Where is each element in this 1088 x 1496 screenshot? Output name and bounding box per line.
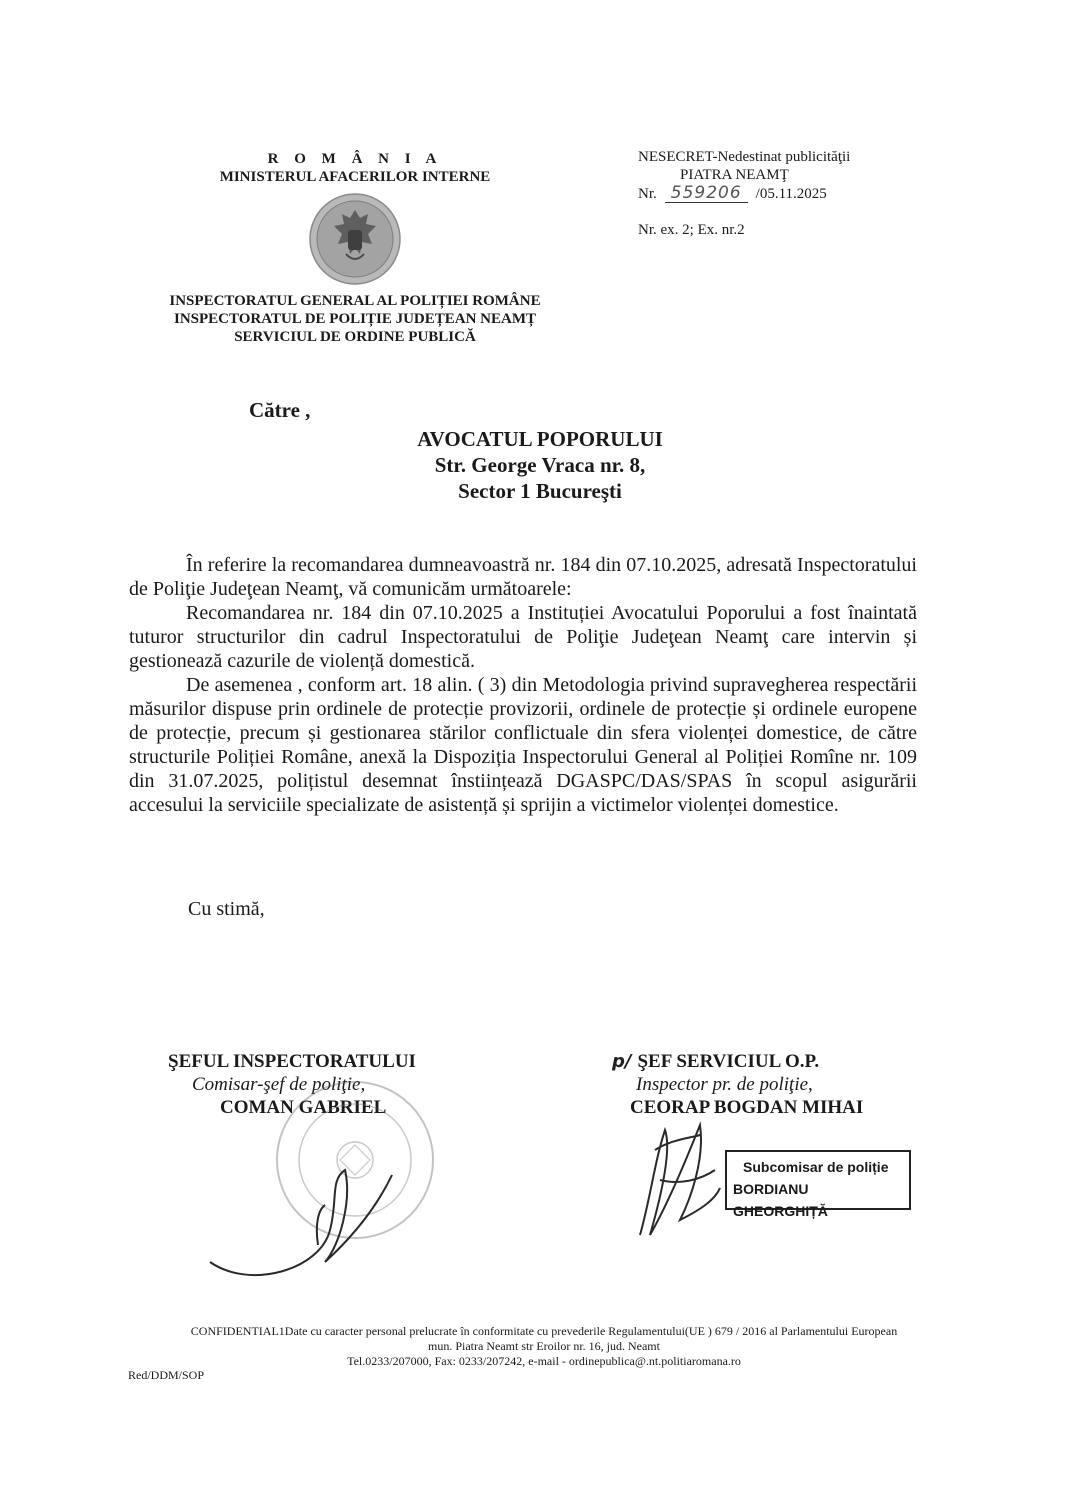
body-paragraph-1: În referire la recomandarea dumneavoastră nr. 184 din 07.10.2025, adresată Inspectoratului de Poliţie Judeţean Neamţ, vă comunicăm următoarele: xyxy=(129,554,917,600)
signer-left-name: COMAN GABRIEL xyxy=(220,1097,387,1118)
registration-date: /05.11.2025 xyxy=(755,186,827,202)
registration-city: PIATRA NEAMŢ xyxy=(680,167,789,183)
per-procura-mark: p/ xyxy=(612,1051,632,1072)
name-stamp-name: BORDIANU GHEORGHIȚĂ xyxy=(733,1181,828,1219)
recipient-district: Sector 1 Bucureşti xyxy=(458,479,622,503)
body-paragraph-3: De asemenea , conform art. 18 alin. ( 3) din Metodologia privind supravegherea respectării măsurilor dispuse prin ordinele de protecție provizorii, ordinele de protecție și ordinele europene de protecție, precum și gestionarea stărilor conflictuale din sfera violenței domestice, de către structurile Poliției Române, anexă la Dispoziția Inspectorului General al Poliției Romîne nr. 109 din 31.07.2025, polițistul desemnat înstiințează DGASPC/DAS/SPAS în scopul asigurării accesului la serviciile specializate de asistență și sprijin a victimelor violenței domestice. xyxy=(129,674,917,816)
body-paragraph-2: Recomandarea nr. 184 din 07.10.2025 a Instituției Avocatului Poporului a fost înaintată tuturor structurilor din cadrul Inspectoratului de Poliţie Judeţean Neamţ care intervin și gestionează cazurile de violență domestică. xyxy=(129,602,917,672)
footer-address: mun. Piatra Neamt str Eroilor nr. 16, jud. Neamt xyxy=(428,1339,660,1353)
signer-right-title: ŞEF SERVICIUL O.P. xyxy=(637,1051,820,1072)
signature-left-icon xyxy=(210,1170,392,1275)
signer-left-rank: Comisar-şef de poliţie, xyxy=(192,1074,366,1095)
footer-confidentiality: CONFIDENTIAL1Date cu caracter personal prelucrate în conformitate cu prevederile Regulamentului(UE ) 679 / 2016 al Parlamentului European xyxy=(190,1324,898,1338)
country-name: R O M Â N I A xyxy=(267,151,443,167)
recipient-street: Str. George Vraca nr. 8, xyxy=(434,453,646,477)
copies-info: Nr. ex. 2; Ex. nr.2 xyxy=(638,222,745,238)
recipient-to-label: Către , xyxy=(249,398,311,422)
registration-number-handwritten: 559206 xyxy=(665,184,748,203)
institution-line-2: INSPECTORATUL DE POLIȚIE JUDEȚEAN NEAMȚ xyxy=(173,311,536,327)
closing-salutation: Cu stimă, xyxy=(188,898,265,920)
footer-reference: Red/DDM/SOP xyxy=(128,1368,205,1382)
recipient-name: AVOCATUL POPORULUI xyxy=(417,427,663,451)
name-stamp-rank: Subcomisar de poliție xyxy=(743,1159,889,1175)
official-seal-icon xyxy=(277,1082,433,1238)
signer-left-title: ŞEFUL INSPECTORATULUI xyxy=(168,1051,416,1072)
footer xyxy=(120,1324,968,1369)
signature-right-icon xyxy=(640,1125,720,1235)
ministry-name: MINISTERUL AFACERILOR INTERNE xyxy=(219,169,491,185)
classification-label: NESECRET-Nedestinat publicităţii xyxy=(638,149,851,165)
signer-right-rank: Inspector pr. de poliţie, xyxy=(636,1074,813,1095)
signer-right-name: CEORAP BOGDAN MIHAI xyxy=(630,1097,864,1118)
registration-nr-label: Nr. xyxy=(638,186,657,202)
footer-contact: Tel.0233/207000, Fax: 0233/207242, e-mail - ordinepublica@.nt.politiaromana.ro xyxy=(347,1354,741,1368)
institution-line-3: SERVICIUL DE ORDINE PUBLICĂ xyxy=(234,329,476,345)
institution-line-1: INSPECTORATUL GENERAL AL POLIȚIEI ROMÂNE xyxy=(169,293,541,309)
